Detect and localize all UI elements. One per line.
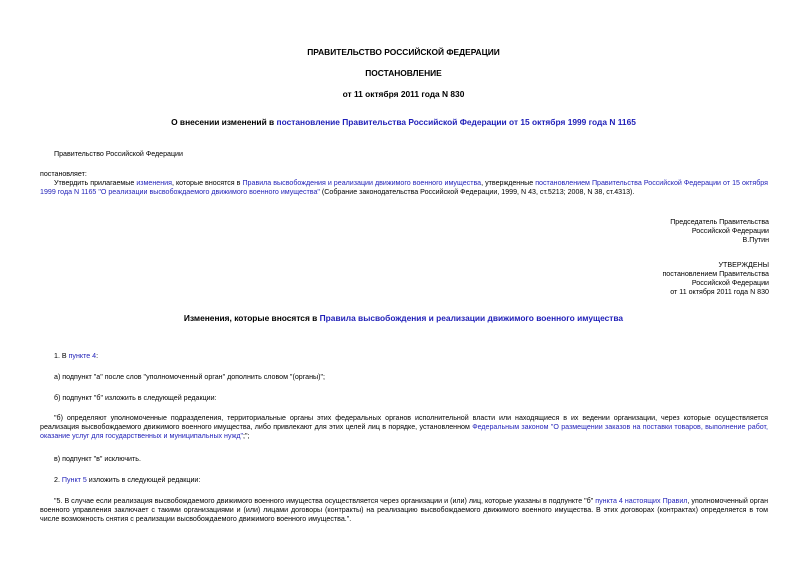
signature-line: Российской Федерации <box>691 226 769 235</box>
signature-line: Председатель Правительства <box>670 218 769 226</box>
approval-line: Российской Федерации <box>691 278 769 287</box>
changes-link[interactable]: изменения <box>136 179 172 187</box>
text: , утвержденные <box>481 179 536 187</box>
decrees-label: постановляет: <box>40 170 87 178</box>
changes-title <box>0 313 807 324</box>
text: : <box>96 352 99 360</box>
text: , уполномоченный орган военного управления заключает с такими организациями и (или) лицами договоры (контракты) на реализацию высвобождаемого движимого военного имущества. В этих договорах (контрактах) определяется в том числе возможность снятия с реализации высвобождаемого движимого военного имущества.". <box>40 497 768 523</box>
approval-line: постановлением Правительства <box>662 269 769 278</box>
document-title <box>0 117 807 128</box>
subitem-b-text <box>40 414 768 441</box>
signature-block <box>549 218 769 245</box>
subitem-v: в) подпункт "в" исключить. <box>54 455 141 463</box>
text: изложить в следующей редакции: <box>86 476 201 484</box>
text: ;"; <box>243 431 250 440</box>
title-prefix: О внесении изменений в <box>171 117 277 127</box>
government-heading: ПРАВИТЕЛЬСТВО РОССИЙСКОЙ ФЕДЕРАЦИИ <box>307 47 500 57</box>
signature-name: В.Путин <box>742 235 769 244</box>
government-name: Правительство Российской Федерации <box>54 150 183 158</box>
title-link[interactable]: постановление Правительства Российской Федерации от 15 октября 1999 года N 1165 <box>276 117 636 127</box>
point-5-text <box>40 497 768 524</box>
rules-link[interactable]: Правила высвобождения и реализации движимого военного имущества <box>242 179 482 187</box>
approval-block <box>549 261 769 296</box>
point-4-rules-link[interactable]: пункта 4 настоящих Правил <box>595 497 688 505</box>
subitem-a: а) подпункт "а" после слов "уполномоченный орган" дополнить словом "(органы)"; <box>54 373 325 381</box>
decree-1165-link[interactable]: постановлением Правительства Российской Федерации от 15 октября 1999 года N 1165 "О реализации высвобождаемого движимого военного имущества" <box>40 179 768 196</box>
approval-line: от 11 октября 2011 года N 830 <box>670 287 769 296</box>
document-type: ПОСТАНОВЛЕНИЕ <box>365 68 442 78</box>
item-2 <box>54 476 200 485</box>
text: "б) определяют уполномоченные подразделения, территориальные органы этих федеральных органов исполнительной власти или находящиеся в их ведении организации, через которые осуществляется реализация высвобождаемого движимого военного имущества, либо привлекают для этих целей лиц в порядке, установленном <box>40 414 768 431</box>
changes-title-link[interactable]: Правила высвобождения и реализации движимого военного имущества <box>319 313 624 323</box>
text: Утвердить прилагаемые <box>54 179 137 187</box>
changes-title-prefix: Изменения, которые вносятся в <box>183 313 320 323</box>
item-1 <box>54 352 98 361</box>
approval-line: УТВЕРЖДЕНЫ <box>718 261 769 269</box>
text: 1. В <box>54 352 69 360</box>
text: "5. В случае если реализация высвобождаемого движимого военного имущества осуществляется через организации и (или) лиц, которые указаны в подпункте "б" <box>54 497 596 505</box>
text: (Собрание законодательства Российской Федерации, 1999, N 43, ст.5213; 2008, N 38, ст.4313). <box>319 187 635 196</box>
subitem-b: б) подпункт "б" изложить в следующей редакции: <box>54 394 217 402</box>
text: , которые вносятся в <box>171 179 243 187</box>
document-date: от 11 октября 2011 года N 830 <box>342 89 465 99</box>
text: 2. <box>54 476 62 484</box>
decree-paragraph <box>40 179 768 197</box>
point-4-link[interactable]: пункте 4 <box>68 352 97 360</box>
federal-law-link[interactable]: Федеральным законом "О размещении заказов на поставки товаров, выполнение работ, оказание услуг для государственных и муниципальных нужд" <box>40 422 768 440</box>
point-5-link[interactable]: Пункт 5 <box>61 476 87 484</box>
